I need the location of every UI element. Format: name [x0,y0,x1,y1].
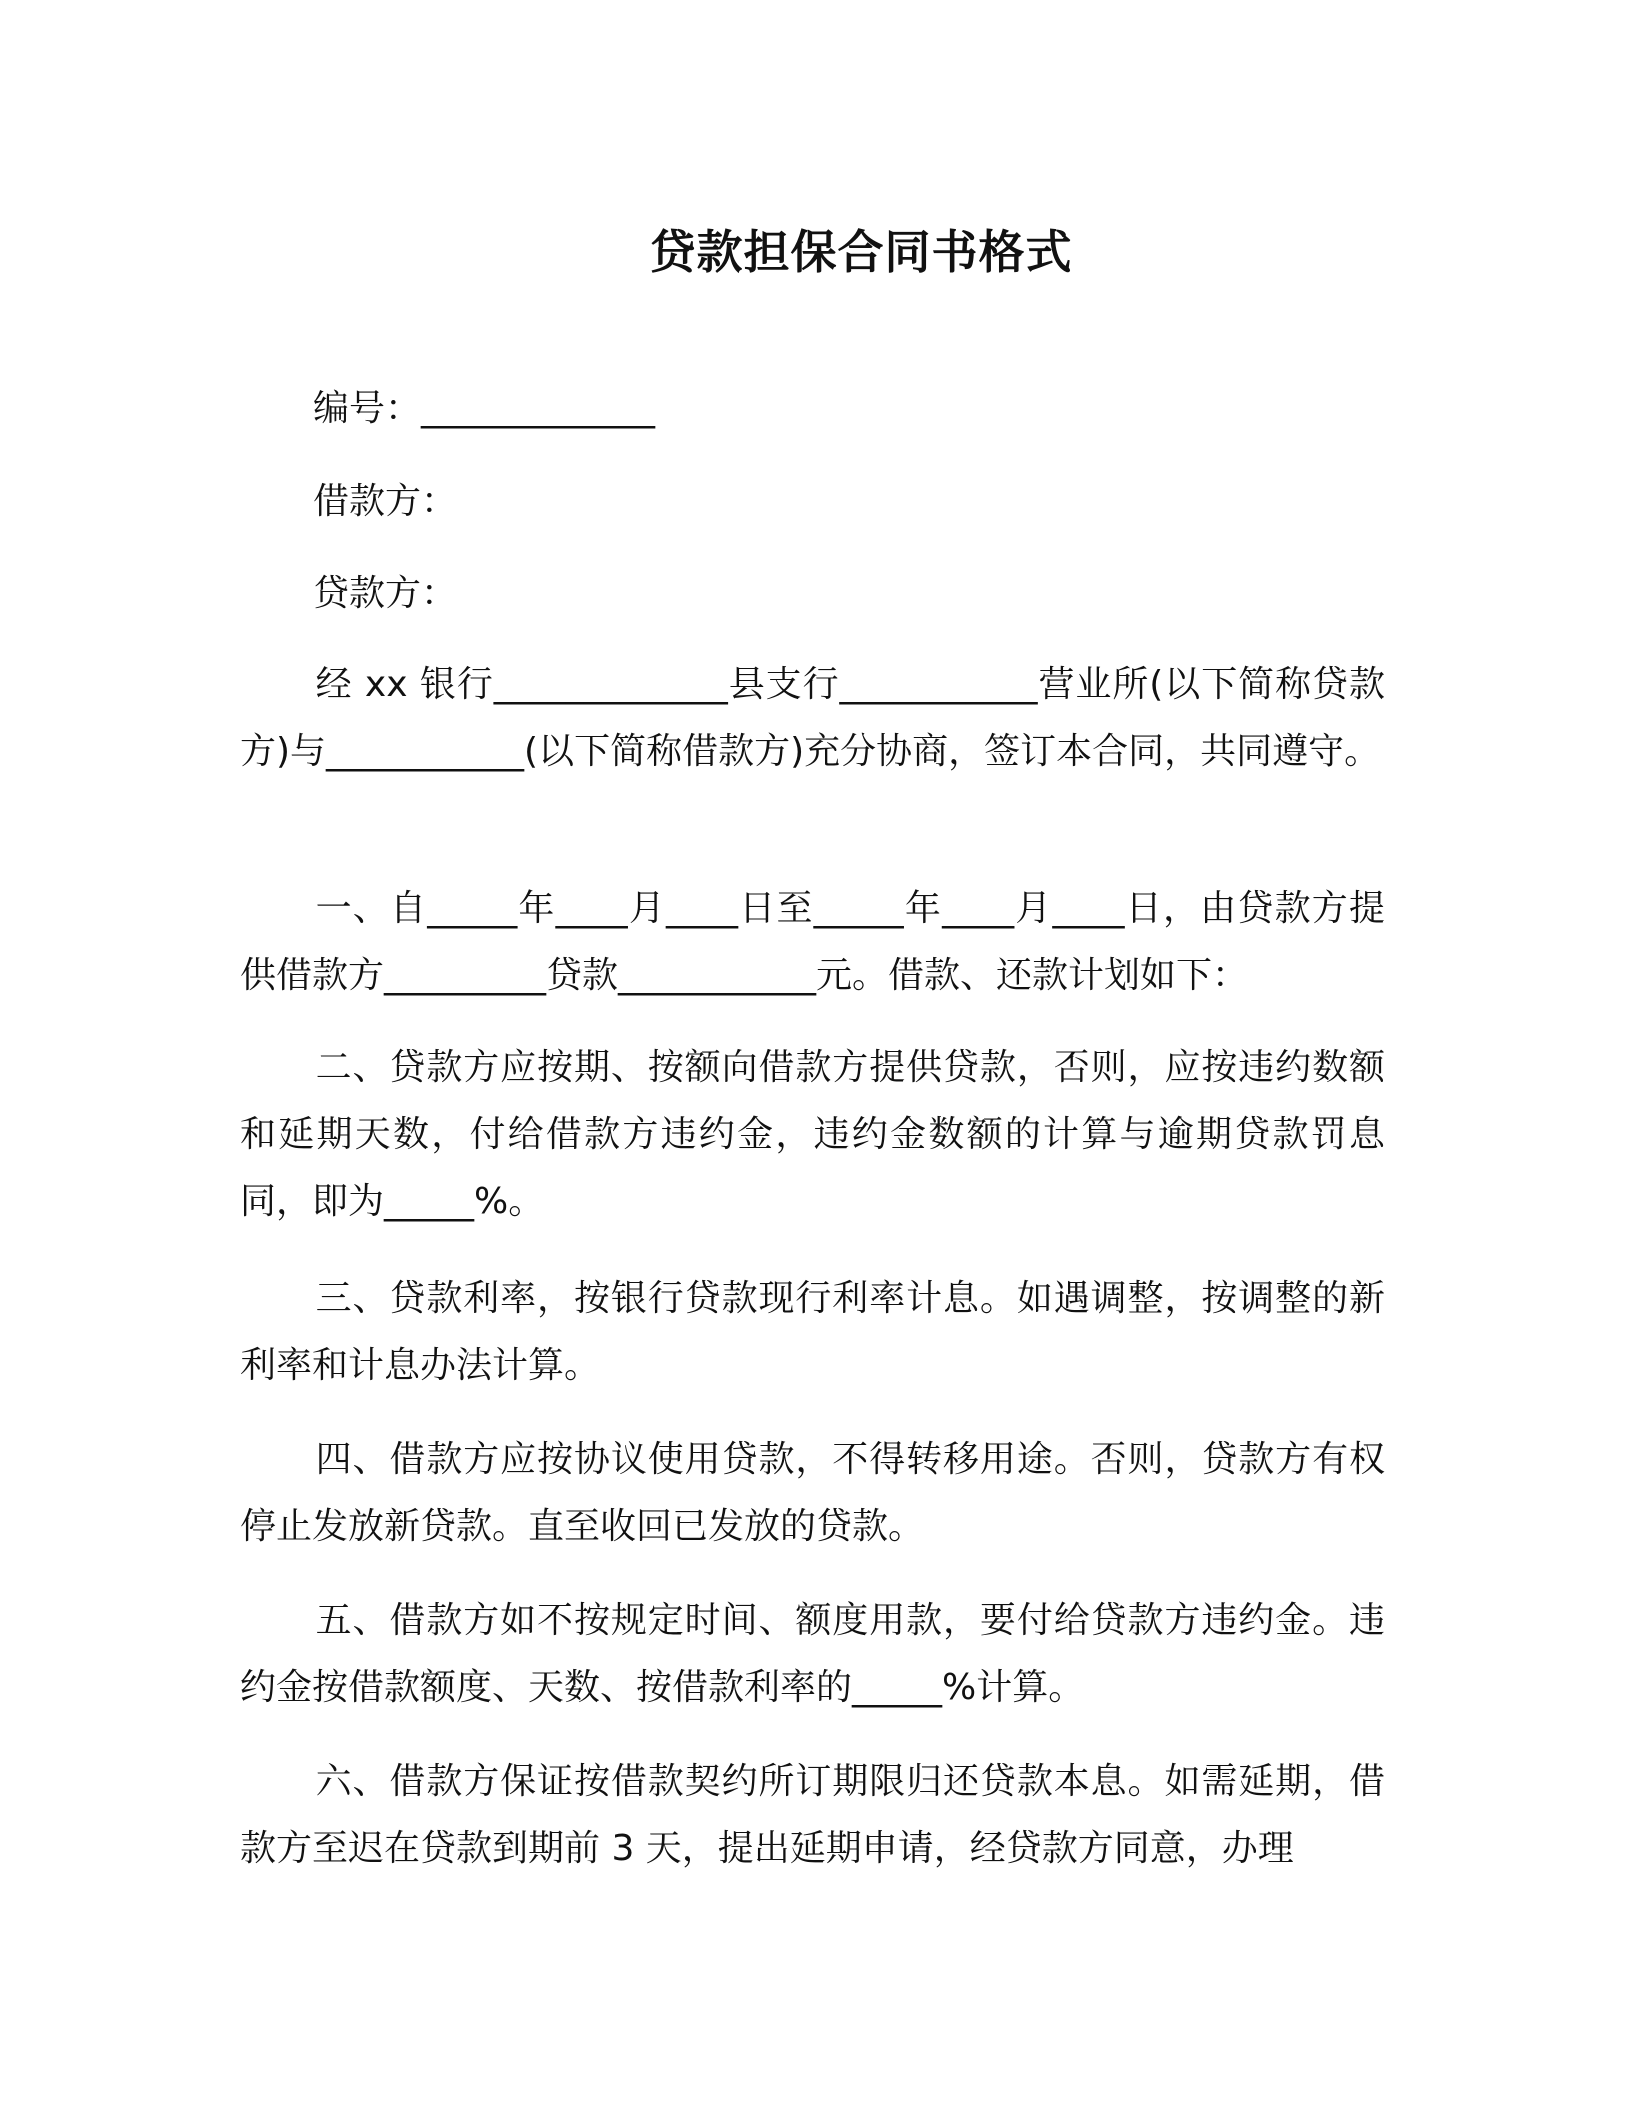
document-title: 贷款担保合同书格式 [649,225,1073,279]
borrower-field: 借款方： [313,481,458,522]
paragraph-clause-5: 五、借款方如不按规定时间、额度用款，要付给贷款方违约金。违约金按借款额度、天数、按借款利率的_____%计算。 [240,1600,1385,1708]
paragraph-clause-1: 一、自_____年____月____日至_____年____月____日，由贷款方提供借款方_________贷款___________元。借款、还款计划如下： [240,888,1385,996]
paragraph-clause-4: 四、借款方应按协议使用贷款，不得转移用途。否则，贷款方有权停止发放新贷款。直至收回已发放的贷款。 [240,1439,1385,1547]
paragraph-intro: 经 xx 银行_____________县支行___________营业所(以下简称贷款方)与___________(以下简称借款方)充分协商，签订本合同，共同遵守。 [240,664,1385,772]
paragraph-clause-2: 二、贷款方应按期、按额向借款方提供贷款，否则，应按违约数额和延期天数，付给借款方违约金，违约金数额的计算与逾期贷款罚息同，即为_____%。 [240,1047,1385,1222]
lender-field: 贷款方： [313,573,458,614]
paragraph-clause-6: 六、借款方保证按借款契约所订期限归还贷款本息。如需延期，借款方至迟在贷款到期前 3 天，提出延期申请，经贷款方同意，办理 [240,1761,1385,1869]
contract-number-field: 编号：_____________ [313,388,656,429]
paragraph-clause-3: 三、贷款利率，按银行贷款现行利率计息。如遇调整，按调整的新利率和计息办法计算。 [240,1278,1385,1386]
